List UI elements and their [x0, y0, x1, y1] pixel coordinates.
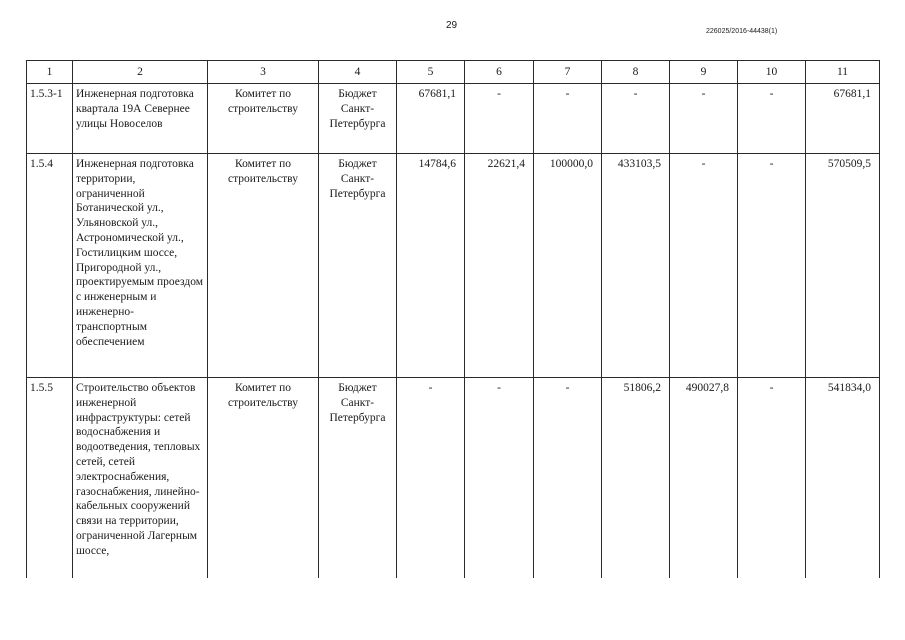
- value-col-9: 490027,8: [670, 378, 738, 579]
- value-col-6: 22621,4: [465, 154, 534, 378]
- responsible-party: Комитет по строительству: [208, 154, 319, 378]
- item-name: Инженерная подготовка квартала 19А Севернее улицы Новоселов: [73, 84, 208, 154]
- table-row: [27, 84, 880, 154]
- value-col-7: 100000,0: [534, 154, 602, 378]
- column-header: 8: [602, 61, 670, 84]
- value-col-5: 67681,1: [397, 84, 465, 154]
- value-col-7: -: [534, 378, 602, 579]
- program-table: [26, 60, 880, 578]
- funding-source: Бюджет Санкт-Петербурга: [319, 378, 397, 579]
- value-col-8: -: [602, 84, 670, 154]
- value-col-5: -: [397, 378, 465, 579]
- value-col-9: -: [670, 154, 738, 378]
- item-number: 1.5.3-1: [27, 84, 73, 154]
- value-col-5: 14784,6: [397, 154, 465, 378]
- page-number: 29: [446, 20, 458, 31]
- column-header: 2: [73, 61, 208, 84]
- column-header: 10: [738, 61, 806, 84]
- value-col-6: -: [465, 378, 534, 579]
- value-col-8: 51806,2: [602, 378, 670, 579]
- column-header: 7: [534, 61, 602, 84]
- item-number: 1.5.4: [27, 154, 73, 378]
- value-col-6: -: [465, 84, 534, 154]
- value-col-10: -: [738, 154, 806, 378]
- value-total: 67681,1: [806, 84, 880, 154]
- item-number: 1.5.5: [27, 378, 73, 579]
- value-col-9: -: [670, 84, 738, 154]
- funding-source: Бюджет Санкт-Петербурга: [319, 84, 397, 154]
- column-header: 6: [465, 61, 534, 84]
- value-total: 570509,5: [806, 154, 880, 378]
- column-number-row: [27, 61, 880, 84]
- item-name: Инженерная подготовка территории, ограниченной Ботанической ул., Ульяновской ул., Астрономической ул., Гостилицким шоссе, Пригородной ул., проектируемым проездом с инженерным и инженерно-транспортным обеспечением: [73, 154, 208, 378]
- value-total: 541834,0: [806, 378, 880, 579]
- value-col-8: 433103,5: [602, 154, 670, 378]
- value-col-10: -: [738, 84, 806, 154]
- value-col-7: -: [534, 84, 602, 154]
- table-row: [27, 154, 880, 378]
- table-row: [27, 378, 880, 579]
- responsible-party: Комитет по строительству: [208, 84, 319, 154]
- responsible-party: Комитет по строительству: [208, 378, 319, 579]
- funding-source: Бюджет Санкт-Петербурга: [319, 154, 397, 378]
- column-header: 11: [806, 61, 880, 84]
- document-id: 226025/2016-44438(1): [706, 28, 778, 35]
- column-header: 5: [397, 61, 465, 84]
- column-header: 1: [27, 61, 73, 84]
- column-header: 9: [670, 61, 738, 84]
- column-header: 3: [208, 61, 319, 84]
- item-name: Строительство объектов инженерной инфраструктуры: сетей водоснабжения и водоотведения, тепловых сетей, сетей электроснабжения, газоснабжения, линейно-кабельных сооружений связи на территории, ограниченной Лагерным шоссе,: [73, 378, 208, 579]
- value-col-10: -: [738, 378, 806, 579]
- column-header: 4: [319, 61, 397, 84]
